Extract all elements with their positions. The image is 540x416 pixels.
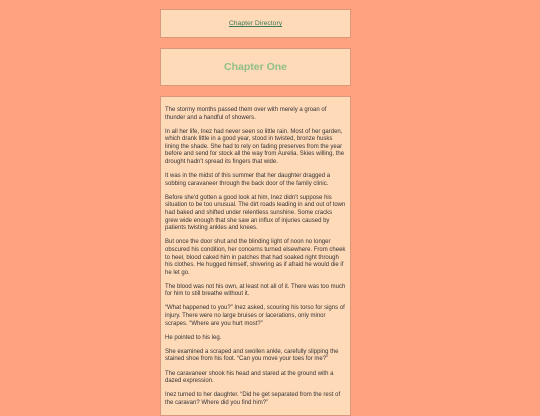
story-paragraph: The blood was not his own, at least not all of it. There was too much for him to still breathe without it.: [165, 283, 346, 298]
nav-box: [160, 9, 351, 38]
chapter-directory-link[interactable]: Chapter Directory: [228, 20, 283, 27]
story-paragraph: “What happened to you?” Inez asked, scouring his torso for signs of injury. There were no large bruises or lacerations, only minor scrapes. “Where are you hurt most?”: [165, 305, 345, 327]
story-paragraph: The caravaneer shook his head and stared at the ground with a dazed expression.: [165, 370, 334, 385]
story-paragraph: But once the door shut and the blinding light of noon no longer obscured his condition, her concerns turned elsewhere. From cheek to heel, blood caked him in patches that had soaked right through his clothes. He hugged himself, shivering as if afraid he would die if he let go.: [165, 239, 346, 276]
story-paragraph: It was in the midst of this summer that her daughter dragged a sobbing caravaneer through the back door of the family clinic.: [165, 173, 331, 187]
story-content: [160, 96, 351, 416]
story-paragraph: The stormy months passed them over with merely a groan of thunder and a handful of showers.: [165, 107, 327, 121]
story-paragraph: In all her life, Inez had never seen so little rain. Most of her garden, which drank little in a good year, stood in twisted, bronze husks lining the shade. She had to rely on fading preserves from the year before and send for stock all the way from Aurelia. Skies willing, the drought hadn't spread its fingers that wide.: [165, 128, 345, 166]
story-paragraph: Before she'd gotten a good look at him, Inez didn't suppose his situation to be too unusual. The dirt roads leading in and out of town had baked and shifted under relentless sunshine. Some cracks grew wide enough that she saw an influx of injuries caused by patients twisting ankles and knees.: [165, 194, 346, 232]
title-box: [160, 48, 351, 86]
chapter-title: Chapter One: [223, 61, 287, 73]
story-paragraph: Inez turned to her daughter. “Did he get separated from the rest of the caravan? Where did you find him?”: [165, 392, 341, 406]
story-paragraph: He pointed to his leg.: [165, 334, 222, 341]
story-paragraph: She examined a scraped and swollen ankle, carefully slipping the stained shoe from his foot. “Can you move your toes for me?”: [165, 348, 339, 363]
